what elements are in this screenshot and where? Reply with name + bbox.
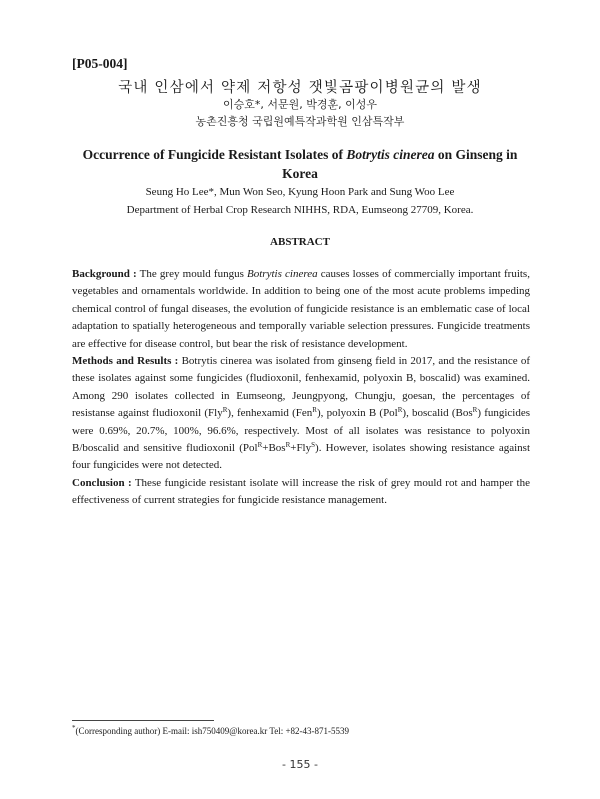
methods-text-8: ). However, isolates showing resistance against four fungicides were not detected. — [72, 442, 530, 472]
methods-text-2: ), fenhexamid (Fen — [227, 407, 313, 420]
methods-text-5: ) fungicides were 0.69%, 20.7%, 100%, 96.6%, respectively. Most of all isolates was resistance to polyoxin B/boscalid and sensitive fludioxonil (Pol — [72, 407, 531, 455]
sup-r: R — [222, 406, 228, 415]
footnote-text: (Corresponding author) E-mail: ish750409@korea.kr Tel: +82-43-871-5539 — [75, 726, 350, 736]
methods-text-3: ), polyoxin B (Pol — [316, 407, 398, 420]
korean-title: 국내 인삼에서 약제 저항성 잿빛곰팡이병원균의 발생 — [118, 80, 482, 96]
footnote — [72, 726, 349, 736]
paper-code: [P05-004] — [72, 56, 128, 71]
sup-s: S — [311, 441, 316, 450]
conclusion-label: Conclusion : — [72, 476, 132, 489]
methods-text-4: ), boscalid (Bos — [402, 407, 473, 420]
abstract-heading: ABSTRACT — [270, 236, 330, 248]
sup-r: R — [472, 406, 478, 415]
english-authors: Seung Ho Lee*, Mun Won Seo, Kyung Hoon Park and Sung Woo Lee — [145, 186, 455, 198]
conclusion-paragraph — [72, 475, 530, 510]
page-number: - 155 - — [282, 758, 318, 771]
english-title-species: Botrytis cinerea — [346, 147, 435, 162]
sup-r: R — [257, 441, 263, 450]
english-title — [74, 145, 526, 183]
korean-affiliation: 농촌진흥청 국립원예특작과학원 인삼특작부 — [195, 115, 405, 128]
sup-r: R — [397, 406, 403, 415]
methods-text-1: Botrytis cinerea was isolated from ginseng field in 2017, and the resistance of these isolates against some fungicides (fludioxonil, fenhexamid, polyoxin B, boscalid) was examined. Among 290 isolates collected in Eumseong, Jeungpyong, Chungju, goesan, the percentages of resistanse against fludioxonil (Fly — [72, 355, 530, 420]
methods-text-6: +Bos — [262, 442, 286, 455]
background-text-pre: The grey mould fungus — [136, 268, 248, 280]
footnote-mark: * — [72, 724, 76, 732]
methods-paragraph — [72, 353, 530, 475]
english-title-part2: on Ginseng in Korea — [282, 147, 518, 181]
methods-label: Methods and Results : — [72, 355, 179, 368]
korean-authors: 이승호*, 서문원, 박경훈, 이성우 — [223, 98, 377, 111]
background-text-post: causes losses of commercially important fruits, vegetables and ornamentals worldwide. In addition to being one of the most acute problems impeding chemical control of fungal diseases, the evolution of fungicide resistance is an emblematic case of local adaptation to spatially heterogeneous and temporally variable selection pressures. Fungicide treatments are effective for disease control, but bear the risk of resistance development. — [72, 268, 530, 350]
abstract-body — [72, 266, 530, 510]
sup-r: R — [312, 406, 317, 415]
english-title-part1: Occurrence of Fungicide Resistant Isolates of — [82, 147, 347, 162]
english-affiliation: Department of Herbal Crop Research NIHHS, RDA, Eumseong 27709, Korea. — [126, 204, 474, 216]
background-species: Botrytis cinerea — [247, 268, 318, 280]
sup-r: R — [285, 441, 291, 450]
background-paragraph — [72, 266, 530, 353]
background-label: Background : — [72, 268, 137, 280]
footnote-rule — [72, 720, 214, 721]
methods-text-7: +Fly — [290, 442, 312, 455]
conclusion-text: These fungicide resistant isolate will increase the risk of grey mould rot and hamper the effectiveness of current strategies for fungicide resistance management. — [72, 476, 530, 507]
